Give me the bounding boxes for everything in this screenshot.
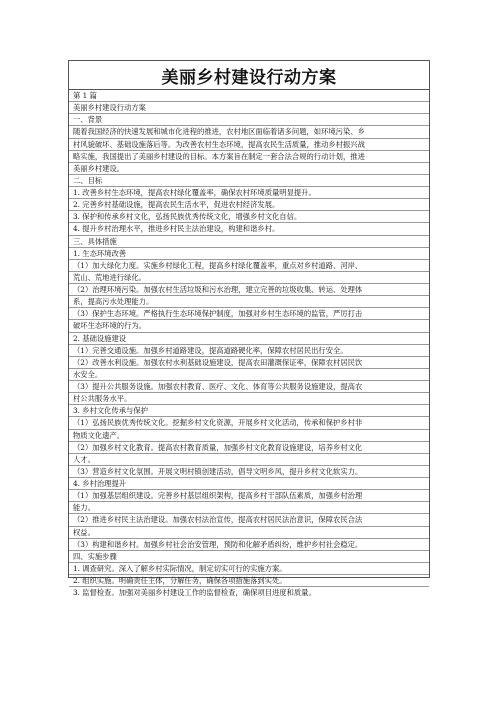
text-line: 1. 调查研究。深入了解乡村实际情况，制定切实可行的实施方案。 xyxy=(69,563,429,575)
text-line: （1）弘扬民族优秀传统文化。挖掘乡村文化资源，开展乡村文化活动，传承和保护乡村非 xyxy=(69,417,429,429)
text-line: 破坏生态环境的行为。 xyxy=(69,320,429,332)
text-line: （1）加大绿化力度。实施乡村绿化工程，提高乡村绿化覆盖率，重点对乡村道路、河岸、 xyxy=(69,260,429,272)
text-line: 2. 完善乡村基础设施，提高农民生活水平，促进农村经济发展。 xyxy=(69,199,429,211)
text-line: （3）构建和谐乡村。加强乡村社会治安管理，预防和化解矛盾纠纷，维护乡村社会稳定。 xyxy=(69,539,429,551)
text-line: 村公共服务水平。 xyxy=(69,393,429,405)
text-line: 3. 监督检查。加强对美丽乡村建设工作的监督检查，确保项目进度和质量。 xyxy=(73,588,316,598)
text-line: 荒山、荒地进行绿化。 xyxy=(69,272,429,284)
text-line: （2）治理环境污染。加强农村生活垃圾和污水治理，建立完善的垃圾收集、转运、处理体 xyxy=(69,284,429,296)
text-line: 2. 组织实施。明确责任主体，分解任务，确保各项措施落到实处。 xyxy=(69,575,429,587)
text-line: 美丽乡村建设。 xyxy=(69,163,429,175)
text-line: 四、实施步骤 xyxy=(69,551,429,563)
text-line: 系，提高污水处理能力。 xyxy=(69,296,429,308)
text-line: 4. 提升乡村治理水平，推进乡村民主法治建设，构建和谐乡村。 xyxy=(69,223,429,235)
text-line: 一、背景 xyxy=(69,114,429,126)
text-line: 略实施，我国提出了美丽乡村建设的目标。本方案旨在制定一套合法合规的行动计划，推进 xyxy=(69,151,429,163)
text-line: 美丽乡村建设行动方案 xyxy=(69,102,429,114)
text-line: （2）推进乡村民主法治建设。加强农村法治宣传，提高农村居民法治意识，保障农民合法 xyxy=(69,514,429,526)
text-line: 物质文化遗产。 xyxy=(69,430,429,442)
title-row xyxy=(69,61,429,90)
text-line: （3）提升公共服务设施。加强农村教育、医疗、文化、体育等公共服务设施建设，提高农 xyxy=(69,381,429,393)
text-line: （3）保护生态环境。严格执行生态环境保护制度，加强对乡村生态环境的监管，严厉打击 xyxy=(69,308,429,320)
document-title: 美丽乡村建设行动方案 xyxy=(161,67,337,88)
text-line: 3. 乡村文化传承与保护 xyxy=(69,405,429,417)
text-line: 1. 改善乡村生态环境，提高农村绿化覆盖率，确保农村环境质量明显提升。 xyxy=(69,187,429,199)
document-table xyxy=(68,60,430,598)
text-line: 人才。 xyxy=(69,454,429,466)
text-line: 随着我国经济的快速发展和城市化进程的推进，农村地区面临着诸多问题，如环境污染、乡 xyxy=(69,126,429,138)
text-line: 能力。 xyxy=(69,502,429,514)
text-line: 三、具体措施 xyxy=(69,236,429,248)
text-line: 二、目标 xyxy=(69,175,429,187)
text-line: 村风貌破坏、基础设施落后等。为改善农村生态环境，提高农民生活质量，推动乡村振兴战 xyxy=(69,139,429,151)
text-line: 3. 保护和传承乡村文化，弘扬民族优秀传统文化，增强乡村文化自信。 xyxy=(69,211,429,223)
text-line: 第 1 篇 xyxy=(69,90,429,102)
text-line: （1）完善交通设施。加强乡村道路建设，提高道路硬化率，保障农村居民出行安全。 xyxy=(69,345,429,357)
text-line: 权益。 xyxy=(69,527,429,539)
text-line: （2）改善水利设施。加强农村水利基础设施建设，提高农田灌溉保证率，保障农村居民饮 xyxy=(69,357,429,369)
text-line: 2. 基础设施建设 xyxy=(69,333,429,345)
text-line: （3）营造乡村文化氛围。开展文明村镇创建活动，倡导文明乡风，提升乡村文化软实力。 xyxy=(69,466,429,478)
text-line: 1. 生态环境改善 xyxy=(69,248,429,260)
text-line: （1）加强基层组织建设。完善乡村基层组织架构，提高乡村干部队伍素质，加强乡村治理 xyxy=(69,490,429,502)
text-line: 水安全。 xyxy=(69,369,429,381)
document-body xyxy=(69,90,429,599)
text-line: 4. 乡村治理提升 xyxy=(69,478,429,490)
text-line: （2）加强乡村文化教育。提高农村教育质量，加强乡村文化教育设施建设，培养乡村文化 xyxy=(69,442,429,454)
